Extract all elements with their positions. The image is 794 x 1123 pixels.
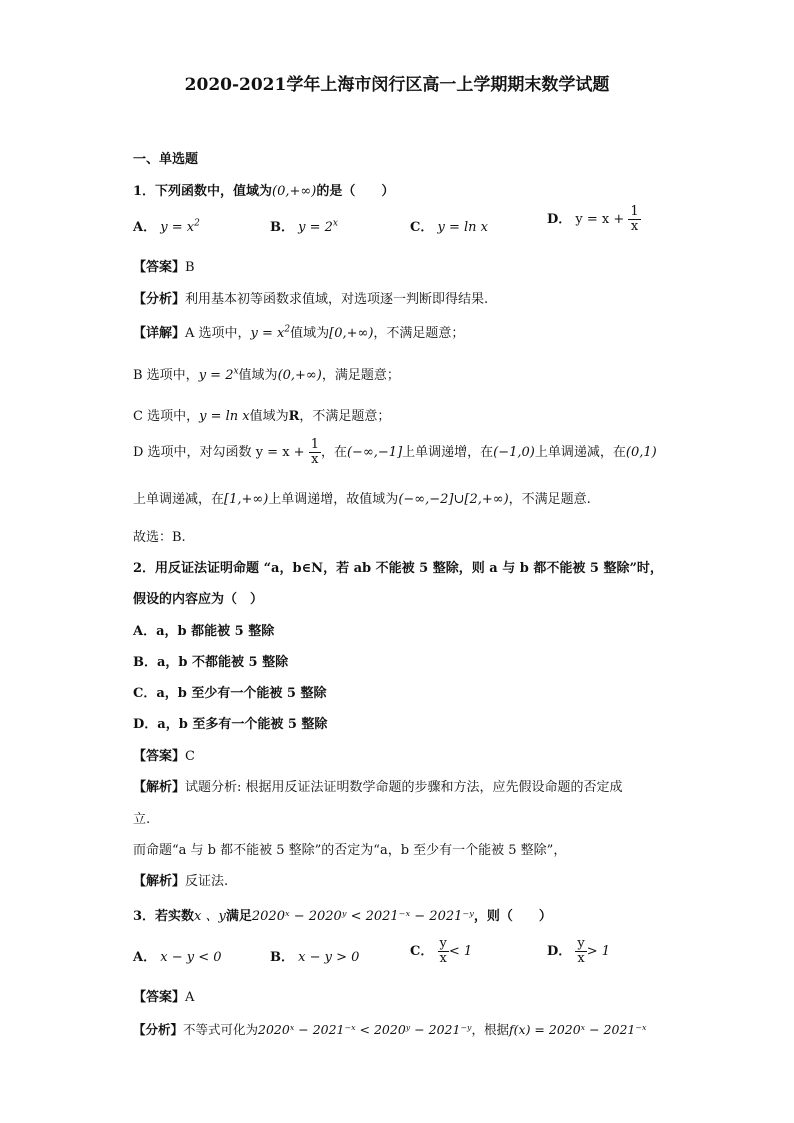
- q2-analysis-line3: 而命题“a 与 b 都不能被 5 整除”的否定为“a，b 至少有一个能被 5 整除”，: [133, 843, 567, 858]
- q2-option-c: C．a，b 至少有一个能被 5 整除: [133, 686, 327, 701]
- q1-detail-b: B 选项中，$y = 2^x$值域为(0,+∞)，满足题意；: [133, 366, 400, 383]
- q2-option-d: D．a，b 至多有一个能被 5 整除: [133, 717, 328, 732]
- q2-stem-line1: 2．用反证法证明命题 “a，b∈N，若 ab 不能被 5 整除，则 a 与 b 都不能被 5 整除”时，: [133, 561, 663, 576]
- q1-option-b: B． $y = 2^x$: [270, 218, 338, 235]
- q3-option-c: C． $\frac{y}{x}$ < 1: [410, 936, 473, 966]
- q2-answer: 【答案】C: [133, 749, 195, 764]
- q1-option-d: D． y = x + $\frac{1}{x}$: [547, 204, 639, 234]
- q1-conclusion: 故选：B.: [133, 530, 186, 545]
- section-heading: 一、单选题: [133, 152, 199, 167]
- q3-analysis: 【分析】不等式可化为2020ˣ − 2021⁻ˣ < 2020ʸ − 2021⁻ʸ，根据f(x) = 2020ˣ − 2021⁻ˣ: [133, 1022, 647, 1037]
- q3-stem: 3．若实数x 、y满足2020ˣ − 2020ʸ < 2021⁻ˣ − 2021⁻ʸ，则（ ）: [133, 909, 552, 924]
- q3-option-a: A． x − y < 0: [133, 950, 222, 965]
- q3-option-b: B． x − y > 0: [270, 950, 360, 965]
- q2-stem-line2: 假设的内容应为（ ）: [133, 592, 264, 607]
- q1-analysis: 【分析】利用基本初等函数求值域，对选项逐一判断即得结果.: [133, 292, 489, 307]
- q1-option-a: A． $y = x^2$: [133, 218, 200, 235]
- q1-detail-a: 【详解】A 选项中，$y = x^2$值域为[0,+∞)，不满足题意；: [133, 324, 465, 341]
- q1-detail-d-line2: 上单调递减，在[1,+∞)上单调递增，故值域为(−∞,−2]∪[2,+∞)，不满足题意.: [133, 492, 591, 507]
- q1-detail-d-line1: D 选项中，对勾函数 y = x + $\frac{1}{x}$ ，在(−∞,−1]上单调递增，在(−1,0)上单调递减，在(0,1): [133, 437, 657, 467]
- q3-answer: 【答案】A: [133, 990, 195, 1005]
- q2-option-b: B．a，b 不都能被 5 整除: [133, 655, 289, 670]
- q3-option-d: D． $\frac{y}{x}$ > 1: [547, 936, 611, 966]
- q1-option-c: C． y = ln x: [410, 220, 488, 235]
- q1-answer: 【答案】B: [133, 260, 195, 275]
- q1-stem: 1．下列函数中，值域为(0,+∞)的是（ ）: [133, 184, 395, 199]
- q2-analysis-line2: 立.: [133, 812, 151, 827]
- q1-detail-c: C 选项中，y = ln x值域为R，不满足题意；: [133, 409, 391, 424]
- q2-method: 【解析】反证法.: [133, 874, 229, 889]
- q2-option-a: A．a，b 都能被 5 整除: [133, 624, 275, 639]
- q2-analysis-line1: 【解析】试题分析: 根据用反证法证明数学命题的步骤和方法，应先假设命题的否定成: [133, 780, 623, 795]
- page-title: 2020-2021学年上海市闵行区高一上学期期末数学试题: [184, 75, 610, 95]
